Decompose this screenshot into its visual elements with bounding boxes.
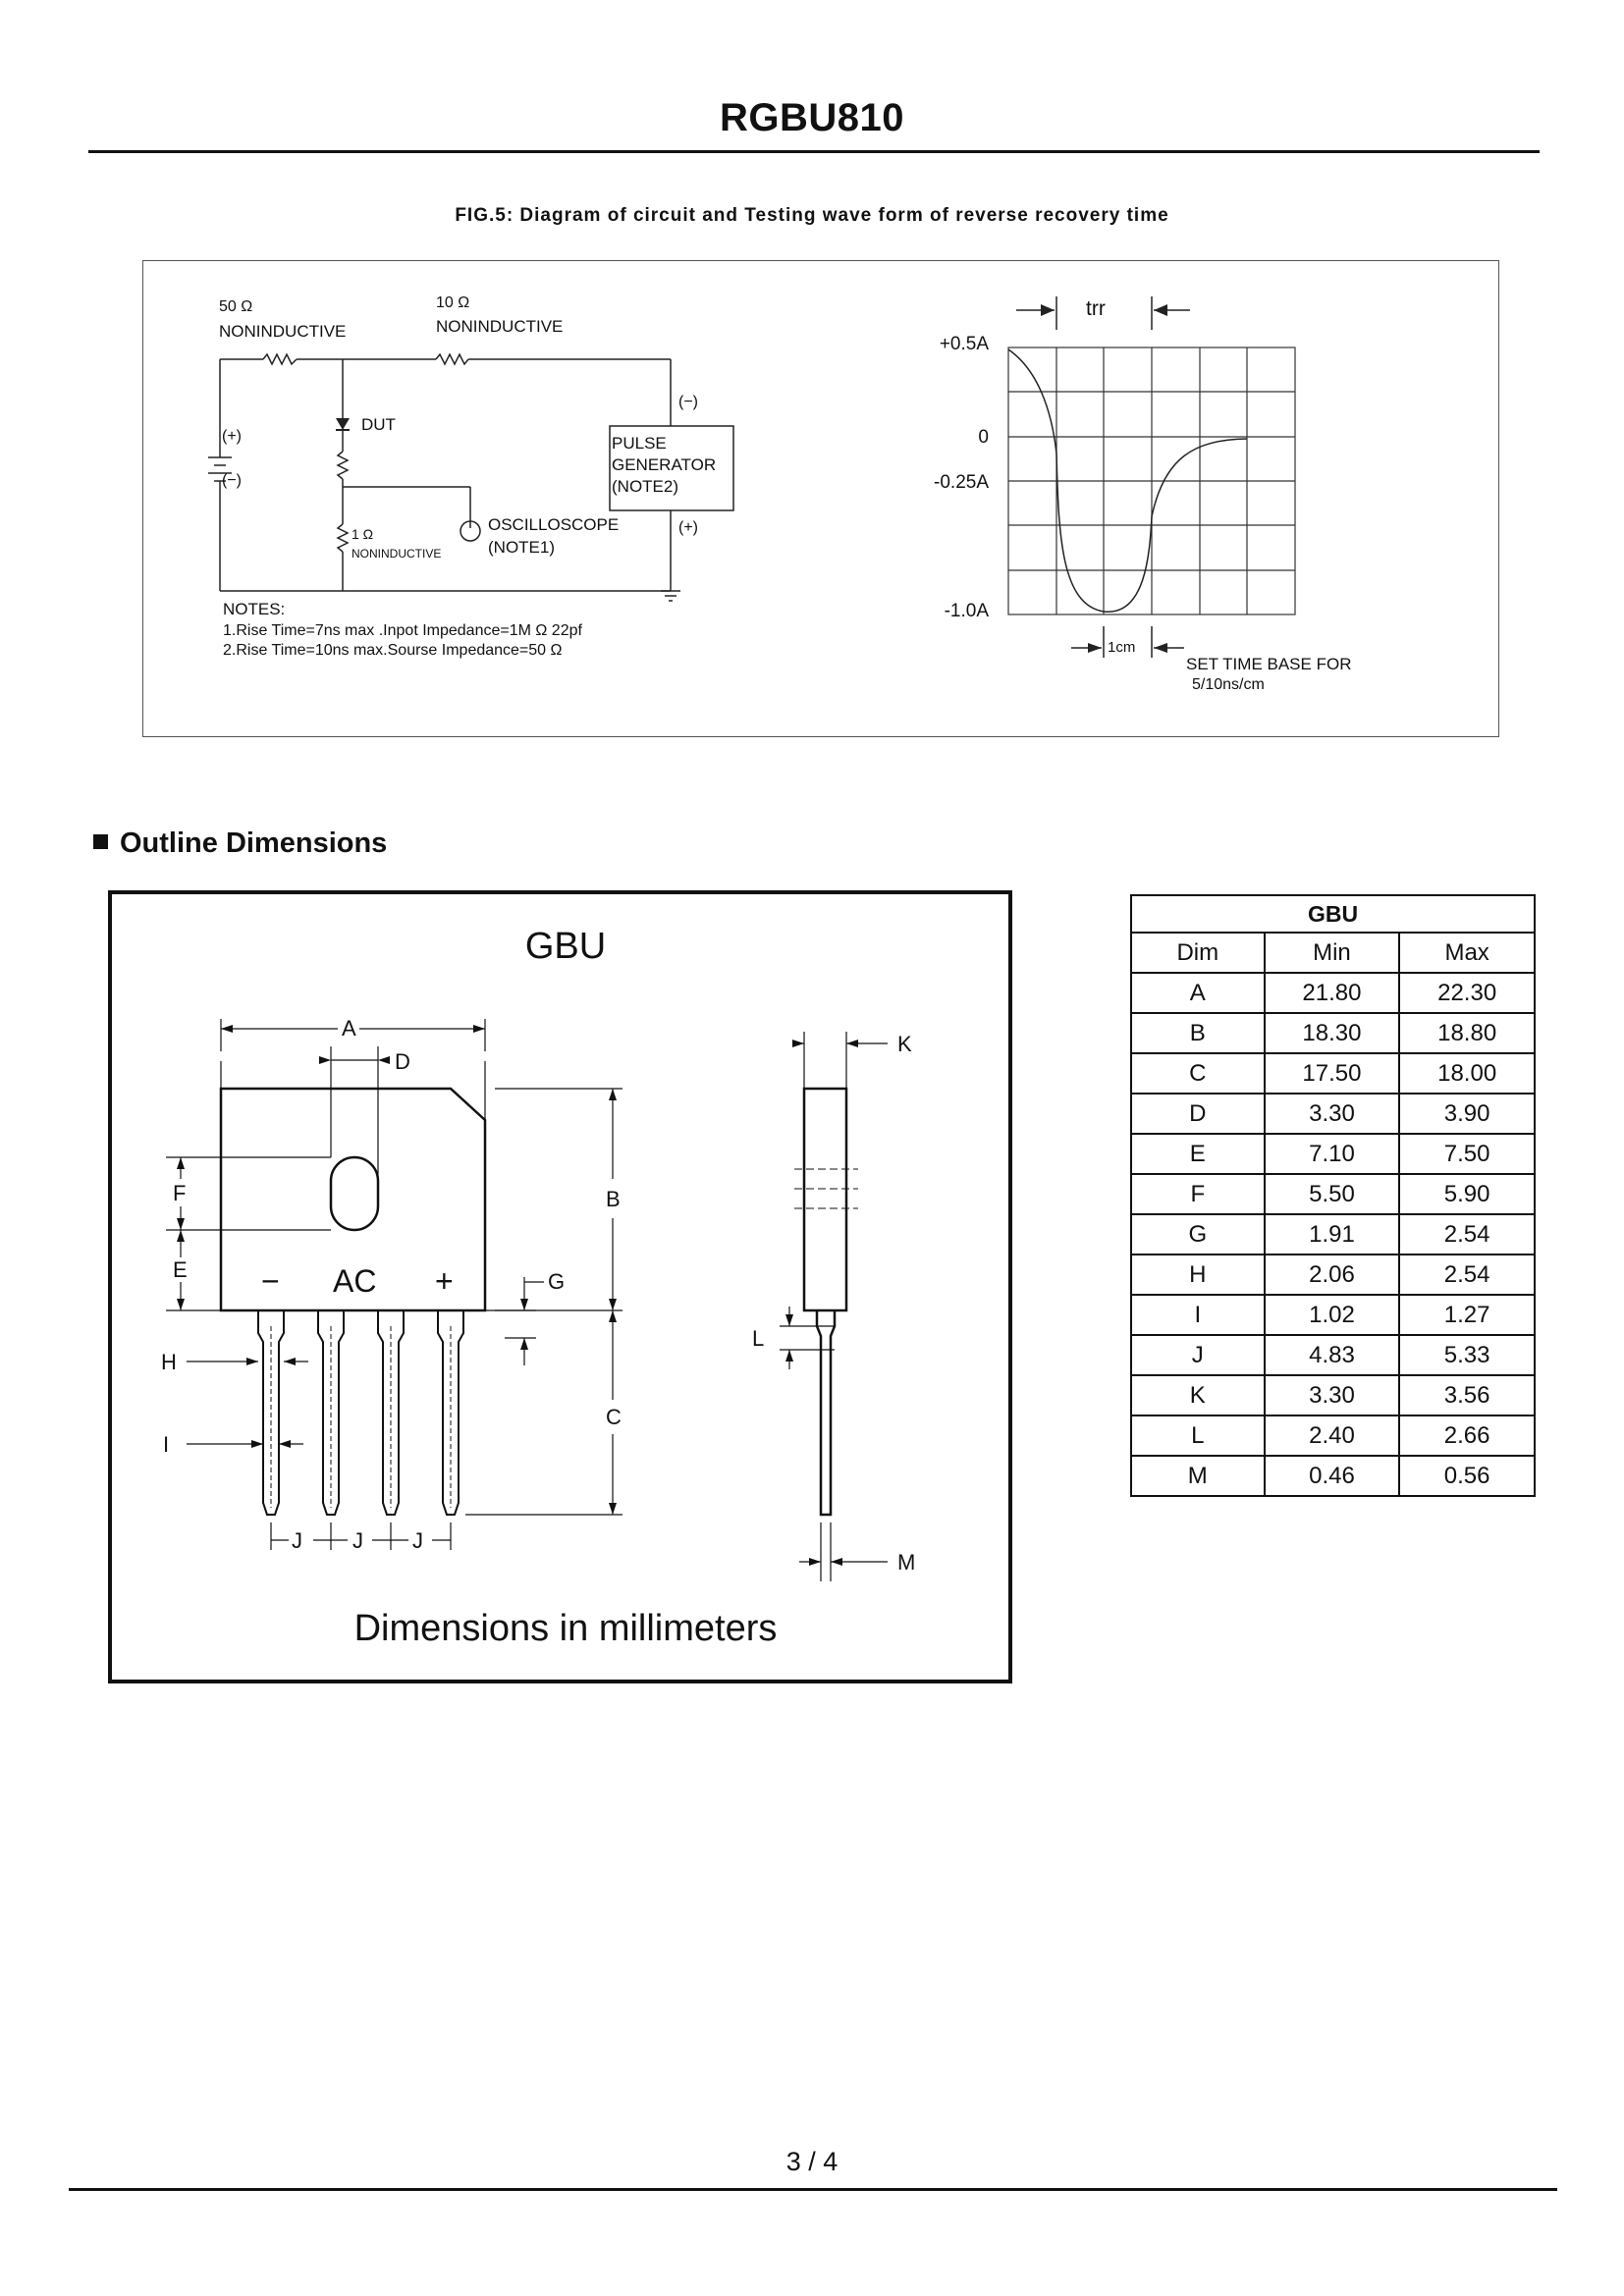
cell-min: 1.02 <box>1265 1295 1400 1335</box>
dim-label-f: F <box>173 1181 187 1205</box>
header-rule <box>88 150 1540 153</box>
dim-label-d: D <box>395 1049 410 1074</box>
cell-max: 2.54 <box>1399 1255 1535 1295</box>
cell-max: 3.90 <box>1399 1094 1535 1134</box>
side-view-body <box>804 1089 846 1310</box>
pulse-label-3: (NOTE2) <box>612 477 678 496</box>
dim-label-b: B <box>606 1187 621 1211</box>
dimensions-footer: Dimensions in millimeters <box>353 1608 778 1649</box>
cell-dim: F <box>1131 1174 1265 1214</box>
pulse-label-1: PULSE <box>612 434 667 453</box>
dim-label-i: I <box>163 1432 170 1457</box>
cell-min: 7.10 <box>1265 1134 1400 1174</box>
waveform-grid <box>1008 347 1295 614</box>
cell-dim: G <box>1131 1214 1265 1255</box>
note-2: 2.Rise Time=10ns max.Sourse Impedance=50 Ω <box>223 642 563 659</box>
table-row <box>1131 973 1535 1013</box>
column-header-max: Max <box>1399 933 1535 973</box>
side-view-lead <box>817 1310 835 1515</box>
resistor-dut-series <box>338 452 348 479</box>
dut-label: DUT <box>361 415 396 434</box>
bullet-square-icon <box>93 834 108 849</box>
cell-min: 3.30 <box>1265 1094 1400 1134</box>
table-header-row <box>1131 933 1535 973</box>
trr-label: trr <box>1086 297 1106 320</box>
diode-icon <box>336 418 350 430</box>
column-header-min: Min <box>1265 933 1400 973</box>
cell-max: 2.54 <box>1399 1214 1535 1255</box>
marking-minus: − <box>261 1263 280 1299</box>
table-row <box>1131 1415 1535 1456</box>
r3-desc: NONINDUCTIVE <box>352 547 442 561</box>
table-row <box>1131 1214 1535 1255</box>
leads <box>258 1310 463 1515</box>
cell-max: 18.00 <box>1399 1053 1535 1094</box>
marking-ac: AC <box>333 1263 377 1299</box>
package-name: GBU <box>524 926 607 967</box>
cell-dim: M <box>1131 1456 1265 1496</box>
table-row <box>1131 1053 1535 1094</box>
package-outline-drawing <box>112 894 1008 1680</box>
dim-label-g: G <box>548 1269 566 1294</box>
cell-min: 0.46 <box>1265 1456 1400 1496</box>
y-label-minus-0-25a: -0.25A <box>934 472 989 493</box>
cell-max: 1.27 <box>1399 1295 1535 1335</box>
cell-dim: H <box>1131 1255 1265 1295</box>
dim-label-c: C <box>606 1405 622 1429</box>
timebase-label-1: SET TIME BASE FOR <box>1186 655 1352 673</box>
cell-min: 2.06 <box>1265 1255 1400 1295</box>
table-row <box>1131 1335 1535 1375</box>
cell-min: 1.91 <box>1265 1214 1400 1255</box>
cell-max: 2.66 <box>1399 1415 1535 1456</box>
dim-label-k: K <box>897 1032 912 1056</box>
table-row <box>1131 1456 1535 1496</box>
r3-value: 1 Ω <box>352 526 374 542</box>
cell-min: 2.40 <box>1265 1415 1400 1456</box>
cell-max: 7.50 <box>1399 1134 1535 1174</box>
table-row <box>1131 1013 1535 1053</box>
table-row <box>1131 1255 1535 1295</box>
cell-dim: A <box>1131 973 1265 1013</box>
dim-label-a: A <box>342 1016 356 1041</box>
dim-label-l: L <box>752 1326 765 1351</box>
r2-desc: NONINDUCTIVE <box>436 317 564 336</box>
resistor-1-ohm <box>338 524 348 552</box>
cell-dim: E <box>1131 1134 1265 1174</box>
section-heading-text: Outline Dimensions <box>120 828 388 859</box>
pulse-label-2: GENERATOR <box>612 455 717 474</box>
cell-dim: B <box>1131 1013 1265 1053</box>
package-outline-box <box>108 890 1012 1683</box>
dim-label-j-2: J <box>352 1528 363 1553</box>
cell-dim: J <box>1131 1335 1265 1375</box>
y-label-minus-1-0a: -1.0A <box>944 601 989 621</box>
r2-value: 10 Ω <box>436 294 470 311</box>
dim-label-h: H <box>161 1350 177 1374</box>
r1-desc: NONINDUCTIVE <box>219 322 347 341</box>
plus-right-label: (+) <box>678 519 698 536</box>
scope-label-1: OSCILLOSCOPE <box>488 515 620 534</box>
timebase-label-2: 5/10ns/cm <box>1192 676 1265 693</box>
table-row <box>1131 1094 1535 1134</box>
y-label-plus-0-5a: +0.5A <box>939 334 989 354</box>
y-label-zero: 0 <box>978 427 989 448</box>
page-title: RGBU810 <box>719 96 904 139</box>
resistor-10-ohm <box>436 354 468 364</box>
cell-dim: C <box>1131 1053 1265 1094</box>
plus-left-label: (+) <box>222 428 242 445</box>
footer-rule <box>69 2188 1557 2191</box>
waveform-chart <box>934 296 1351 693</box>
minus-left-label: (−) <box>222 472 242 489</box>
side-view <box>804 1089 846 1515</box>
cell-min: 18.30 <box>1265 1013 1400 1053</box>
cell-dim: I <box>1131 1295 1265 1335</box>
cell-min: 4.83 <box>1265 1335 1400 1375</box>
note-1: 1.Rise Time=7ns max .Inpot Impedance=1M Ω 22pf <box>223 622 582 639</box>
dim-label-m: M <box>897 1550 916 1575</box>
cell-min: 21.80 <box>1265 973 1400 1013</box>
cell-max: 18.80 <box>1399 1013 1535 1053</box>
minus-right-label: (−) <box>678 394 698 410</box>
section-heading <box>93 828 387 860</box>
cell-max: 5.90 <box>1399 1174 1535 1214</box>
cell-max: 3.56 <box>1399 1375 1535 1415</box>
cm-label: 1cm <box>1108 639 1136 656</box>
table-row <box>1131 1134 1535 1174</box>
cell-dim: K <box>1131 1375 1265 1415</box>
circuit-labels <box>219 294 716 659</box>
r1-value: 50 Ω <box>219 298 253 315</box>
cell-max: 22.30 <box>1399 973 1535 1013</box>
cell-min: 17.50 <box>1265 1053 1400 1094</box>
table-row <box>1131 1295 1535 1335</box>
cell-max: 0.56 <box>1399 1456 1535 1496</box>
cell-dim: L <box>1131 1415 1265 1456</box>
table-title: GBU <box>1131 895 1535 933</box>
cell-dim: D <box>1131 1094 1265 1134</box>
notes-title: NOTES: <box>223 600 286 618</box>
figure-5-drawing <box>143 261 1500 738</box>
column-header-dim: Dim <box>1131 933 1265 973</box>
cell-min: 3.30 <box>1265 1375 1400 1415</box>
dim-label-j-3: J <box>412 1528 423 1553</box>
table-row <box>1131 1375 1535 1415</box>
cell-max: 5.33 <box>1399 1335 1535 1375</box>
dim-label-e: E <box>173 1257 188 1282</box>
table-row <box>1131 1174 1535 1214</box>
scope-label-2: (NOTE1) <box>488 538 555 557</box>
dimension-table <box>1130 894 1536 1497</box>
resistor-50-ohm <box>263 354 297 364</box>
figure-5-box <box>142 260 1499 737</box>
marking-plus: + <box>435 1263 454 1299</box>
dim-label-j-1: J <box>292 1528 302 1553</box>
table-title-row <box>1131 895 1535 933</box>
cell-min: 5.50 <box>1265 1174 1400 1214</box>
page-number: 3 / 4 <box>785 2147 839 2176</box>
mounting-hole <box>331 1157 378 1230</box>
figure-caption: FIG.5: Diagram of circuit and Testing wave form of reverse recovery time <box>455 205 1169 226</box>
